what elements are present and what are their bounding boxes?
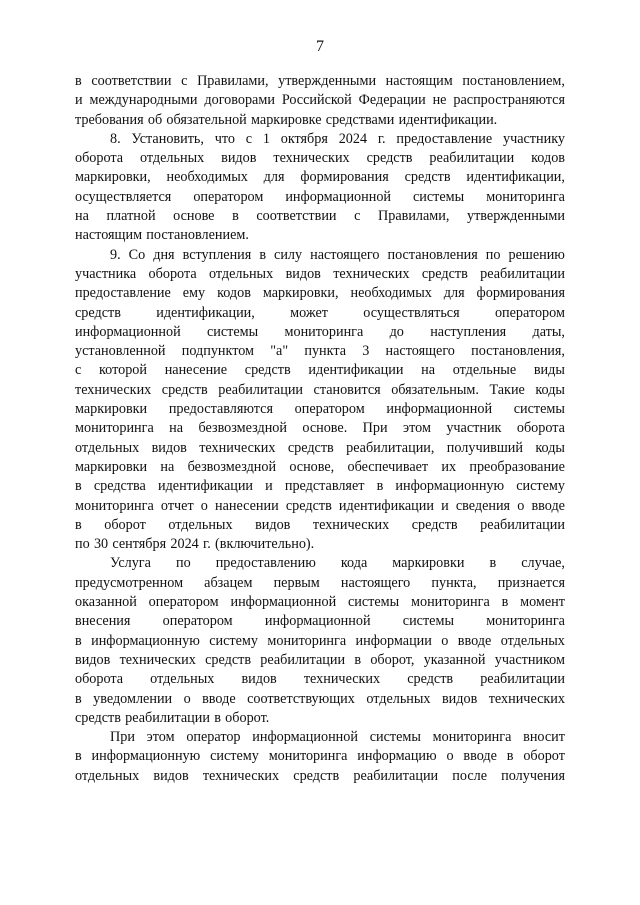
word: договорами [204, 92, 275, 109]
word: утвержденными [278, 73, 377, 89]
word: требования [75, 111, 144, 128]
word: предоставление [396, 130, 493, 147]
word: средств [421, 265, 468, 282]
word: настоящего [385, 343, 455, 360]
word: отдельных [208, 265, 274, 282]
word: постановлением, [462, 73, 565, 89]
word: представляет [284, 478, 365, 495]
word: При [362, 420, 388, 437]
word: утвержденными [467, 208, 565, 225]
word: реабилитации [480, 516, 565, 533]
word: настоящего [310, 246, 380, 263]
word: Со [128, 246, 146, 263]
word: предусмотренном [75, 574, 184, 591]
word: дня [153, 246, 175, 263]
word: сентября [112, 536, 167, 553]
word: становится [313, 381, 381, 398]
word: систему [516, 478, 565, 495]
word: Услуга [110, 555, 151, 572]
word: системы [413, 188, 465, 205]
word: участником [494, 651, 565, 668]
word: этом [403, 420, 431, 437]
word: системы [369, 729, 421, 746]
word: нанесение [164, 362, 228, 379]
text-line [75, 612, 565, 631]
word: 9. [110, 246, 121, 263]
word: вносит [523, 729, 565, 746]
word: отчет [160, 497, 194, 514]
word: осуществляться [363, 304, 460, 321]
text-line [75, 188, 565, 207]
word: нанесении [215, 497, 279, 514]
word: средств [411, 516, 458, 533]
word: вводе [202, 690, 236, 707]
text-line [75, 111, 565, 130]
word: коды [535, 439, 565, 456]
word: технических [199, 439, 276, 456]
word: информационную [395, 478, 505, 495]
word: наступления [430, 323, 507, 340]
word: о [200, 497, 208, 514]
word: в [75, 73, 82, 89]
text-line [75, 535, 565, 554]
word: коды [535, 381, 565, 398]
word: безвозмездной [187, 458, 277, 475]
word: по [175, 555, 191, 572]
word: отдельных [75, 439, 140, 456]
text-line [75, 439, 565, 458]
word: 2024 [338, 130, 368, 147]
word: мониторинга [267, 632, 347, 649]
word: вводе [531, 497, 565, 514]
word: решению [508, 246, 565, 263]
word: мониторинга [432, 729, 512, 746]
word: мониторинга [75, 497, 154, 514]
word: технических [312, 516, 390, 533]
text-line [75, 265, 565, 284]
word: средств [161, 381, 208, 398]
word: технических [119, 651, 196, 668]
word: и [265, 478, 273, 495]
word: информационной [252, 729, 358, 746]
word: и [75, 92, 83, 109]
word: основе [173, 208, 215, 225]
word: постановлением. [146, 227, 249, 244]
word: информационной [285, 188, 392, 205]
word: мониторинга [486, 613, 565, 630]
word: соответствующих [247, 690, 355, 707]
word: оборота [148, 265, 197, 282]
word: не [432, 92, 447, 109]
word: в [354, 651, 362, 668]
word: указанной [423, 651, 486, 668]
text-line [75, 246, 565, 265]
word: оборота [516, 420, 565, 437]
word: этом [146, 729, 175, 746]
word: реабилитации [125, 709, 210, 726]
word: в [214, 709, 221, 726]
text-line [75, 207, 565, 226]
word: по [485, 246, 501, 263]
word: в [489, 555, 497, 572]
text-line [75, 284, 565, 303]
word: маркировки, [75, 169, 151, 186]
word: даты, [532, 323, 565, 340]
word: отдельных [140, 150, 205, 167]
word: участнику [502, 130, 565, 147]
word: предоставление [75, 285, 171, 302]
word: информационную [91, 632, 200, 649]
word: кода [340, 555, 368, 572]
word: мониторинга [411, 594, 490, 611]
text-line [75, 651, 565, 670]
word: первым [273, 574, 320, 591]
word: идентификации, [466, 169, 565, 186]
text-line [75, 342, 565, 361]
word: в [501, 594, 509, 611]
word: маркировки [392, 555, 465, 572]
word: до [389, 323, 404, 340]
text-line [75, 516, 565, 535]
word: оборот [523, 748, 565, 765]
word: системы [347, 594, 400, 611]
word: отдельных [150, 671, 215, 688]
word: в [75, 478, 82, 495]
text-line [75, 304, 565, 323]
text-line [75, 226, 565, 245]
word: уведомлении [93, 690, 173, 707]
word: настоящим [385, 73, 453, 89]
word: видов [441, 690, 478, 707]
word: кодов [531, 150, 565, 167]
word: 1 [262, 130, 270, 147]
word: реабилитации [260, 651, 346, 668]
word: участника [75, 265, 137, 282]
word: настоящим [75, 227, 143, 244]
word: случае, [521, 555, 565, 572]
word: 3 [362, 343, 370, 360]
word: реабилитации [429, 150, 515, 167]
word: подпунктом [181, 343, 255, 360]
word: участник [446, 420, 502, 437]
word: соответствии [256, 208, 337, 225]
word: мониторинга [75, 420, 154, 437]
word: видов [151, 439, 187, 456]
word: пункта [304, 343, 347, 360]
word: момент [520, 594, 565, 611]
word: мониторинга [486, 188, 565, 205]
word: с [181, 73, 188, 89]
word: в [75, 516, 82, 533]
word: 8. [110, 130, 121, 147]
word: октября [280, 130, 328, 147]
word: Установить, [131, 130, 204, 147]
text-line [75, 419, 565, 438]
word: мониторинга [268, 748, 348, 765]
word: основе, [289, 458, 335, 475]
word: настоящего [340, 574, 411, 591]
word: безвозмездной [198, 420, 287, 437]
word: кодов [217, 285, 251, 302]
word: для [263, 169, 285, 186]
word: в [75, 690, 82, 707]
text-line [75, 593, 565, 612]
word: "а" [270, 343, 289, 360]
word: получения [501, 767, 565, 784]
word: на [75, 208, 89, 225]
word: идентификации [157, 478, 254, 495]
word: маркировки, [262, 285, 339, 302]
word: в [506, 748, 514, 765]
word: сведения [455, 497, 511, 514]
word: оператором [494, 304, 565, 321]
word: которой [99, 362, 147, 379]
word: соответствии [91, 73, 172, 89]
text-line [75, 497, 565, 516]
word: обязательным. [391, 381, 479, 398]
word: и [441, 497, 449, 514]
text-line [75, 72, 565, 91]
word: средств [407, 671, 454, 688]
word: информационной [75, 323, 181, 340]
word: вводе [457, 632, 492, 649]
word: оборота [75, 671, 124, 688]
word: с [354, 208, 361, 225]
word: Российской [281, 92, 352, 109]
word: их [441, 458, 457, 475]
word: идентификации [308, 362, 404, 379]
text-line [75, 554, 565, 573]
word: после [452, 767, 488, 784]
word: оборота [75, 150, 124, 167]
word: маркировки [75, 401, 148, 418]
word: в [259, 246, 267, 263]
word: систему [210, 748, 259, 765]
word: необходимых [166, 169, 248, 186]
word: может [290, 304, 328, 321]
word: идентификации [338, 497, 434, 514]
word: мониторинга [284, 323, 364, 340]
text-line [75, 574, 565, 593]
text-line [75, 91, 565, 110]
word: маркировки [75, 458, 148, 475]
text-line [75, 632, 565, 651]
word: средств [287, 439, 334, 456]
word: оборот, [370, 651, 415, 668]
word: установленной [75, 343, 166, 360]
word: средств [366, 150, 413, 167]
word: 2024 [170, 536, 199, 553]
word: г. [203, 536, 211, 553]
word: видов [75, 651, 111, 668]
word: оператором [294, 401, 365, 418]
word: средств [205, 651, 252, 668]
text-line [75, 458, 565, 477]
word: отдельных [75, 767, 140, 784]
word: средства [93, 478, 146, 495]
word: реабилитации [353, 767, 439, 784]
word: видов [241, 671, 277, 688]
word: средств [285, 497, 332, 514]
word: предоставлению [215, 555, 316, 572]
word: отдельные [452, 362, 517, 379]
text-line [75, 747, 565, 766]
word: внесения [75, 613, 131, 630]
word: системы [402, 613, 454, 630]
word: на [169, 420, 184, 437]
word: систему [209, 632, 258, 649]
word: получивший [446, 439, 523, 456]
word: видов [221, 150, 257, 167]
word: средств [244, 362, 291, 379]
word: технических [488, 690, 565, 707]
word: информационной [264, 613, 371, 630]
word: на [421, 362, 436, 379]
word: признается [497, 574, 565, 591]
word: средств [75, 304, 121, 321]
word: оператор [186, 729, 241, 746]
word: технических [333, 265, 410, 282]
word: Федерации [358, 92, 426, 109]
word: преобразование [469, 458, 565, 475]
word: видов [285, 265, 321, 282]
word: оператором [193, 188, 264, 205]
word: для [443, 285, 465, 302]
word: о [183, 690, 191, 707]
document-body [75, 72, 565, 786]
text-line [75, 670, 565, 689]
word: с [245, 130, 253, 147]
word: отдельных [366, 690, 431, 707]
word: реабилитации [218, 381, 304, 398]
text-line [75, 400, 565, 419]
word: реабилитации [480, 265, 565, 282]
word: осуществляется [75, 188, 172, 205]
word: идентификации, [156, 304, 255, 321]
word: распространяются [453, 92, 565, 109]
word: постановления, [471, 343, 565, 360]
word: технических [75, 381, 152, 398]
text-line [75, 690, 565, 709]
word: оператором [148, 594, 219, 611]
word: вступления [182, 246, 252, 263]
word: отдельных [168, 516, 233, 533]
word: технических [202, 767, 280, 784]
text-line [75, 709, 565, 728]
word: Правилами, [197, 73, 269, 89]
word: оборот. [225, 709, 270, 726]
word: системы [207, 323, 259, 340]
word: г. [377, 130, 386, 147]
word: об [147, 111, 163, 128]
word: информацию [357, 748, 437, 765]
word: по [75, 536, 90, 553]
word: в [376, 478, 384, 495]
word: При [110, 729, 135, 746]
word: силу [274, 246, 303, 263]
word: виды [533, 362, 565, 379]
word: (включительно). [215, 536, 315, 553]
word: постановления [387, 246, 478, 263]
word: технических [303, 671, 381, 688]
word: ему [182, 285, 206, 302]
word: информации [355, 632, 432, 649]
word: обязательной [166, 111, 247, 128]
word: 30 [93, 536, 109, 553]
text-line [75, 728, 565, 747]
word: информационной [230, 594, 337, 611]
word: о [441, 632, 449, 649]
text-line [75, 130, 565, 149]
word: абзацем [204, 574, 253, 591]
text-line [75, 381, 565, 400]
word: средств [293, 767, 340, 784]
word: маркировке [251, 111, 322, 128]
word: необходимых [350, 285, 432, 302]
word: на [160, 458, 175, 475]
text-line [75, 767, 565, 786]
text-line [75, 361, 565, 380]
page-number: 7 [316, 38, 324, 55]
word: о [517, 497, 525, 514]
word: обеспечивает [347, 458, 429, 475]
word: международными [89, 92, 198, 109]
text-line [75, 323, 565, 342]
word: платной [106, 208, 156, 225]
text-line [75, 168, 565, 187]
word: идентификации. [398, 111, 498, 128]
word: оказанной [75, 594, 137, 611]
text-line [75, 477, 565, 496]
word: отдельных [500, 632, 565, 649]
text-line [75, 149, 565, 168]
word: формирования [476, 285, 565, 302]
word: информационную [91, 748, 201, 765]
word: средствами [325, 111, 395, 128]
word: о [446, 748, 454, 765]
word: вводе [463, 748, 497, 765]
word: пункта, [431, 574, 477, 591]
word: системы [513, 401, 565, 418]
word: в [75, 748, 82, 765]
word: оператором [162, 613, 233, 630]
word: реабилитации [480, 671, 565, 688]
word: Правилами, [377, 208, 450, 225]
word: формирования [300, 169, 389, 186]
word: основе. [302, 420, 348, 437]
word: реабилитации, [346, 439, 435, 456]
word: с [75, 362, 82, 379]
word: в [232, 208, 239, 225]
word: видов [255, 516, 291, 533]
word: предоставляются [168, 401, 273, 418]
word: средств [404, 169, 451, 186]
word: технических [273, 150, 350, 167]
word: информационной [386, 401, 493, 418]
word: видов [153, 767, 189, 784]
word: средств [75, 709, 121, 726]
word: в [75, 632, 82, 649]
word: что [214, 130, 235, 147]
word: оборот [104, 516, 146, 533]
word: Такие [489, 381, 525, 398]
